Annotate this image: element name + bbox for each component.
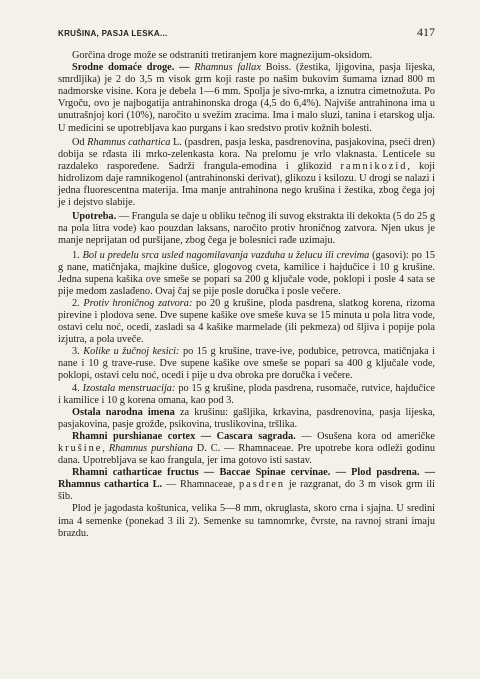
text-run: Protiv hroničnog zatvora: — [83, 297, 193, 309]
text-run: Rhamni purshianae cortex — Cascara sagrada. — [72, 430, 296, 442]
running-head — [58, 25, 435, 45]
text-run: pasdren — [239, 479, 286, 491]
paragraph — [58, 467, 435, 503]
text-run: Upotreba. — [72, 211, 117, 223]
text-run: , — [102, 443, 109, 454]
text-run: 2. — [72, 297, 84, 309]
paragraph — [58, 503, 435, 539]
text-run: Rhamni catharticae fructus — Baccae Spinae cervinae. — Plod pasdrena. — Rhamnus cathartica L. — [58, 467, 435, 491]
text-run: Ostala narodna imena — [72, 406, 175, 418]
text-run: po 15 g krušine, trave-ive, podubice, petrovca, matičnjaka i nane i 10 g trave-ruse. Dve supene kašike ove smeše se popari sa 400 g ključale vode, poklopi, ostavi celu noć, ocedi i pije u dva obroka pre doručka i večere. — [58, 346, 436, 382]
text-run: 1. — [72, 249, 83, 261]
paragraph — [58, 137, 435, 210]
page-body — [58, 50, 435, 540]
paragraph — [58, 50, 435, 62]
text-run: je razgranat, do 3 m visok grm ili šib. — [58, 479, 435, 503]
text-run: Rhamnus purshiana — [108, 443, 193, 454]
text-run: krušine — [58, 443, 103, 454]
text-run: (gasovi): po 15 g nane, matičnjaka, majkine dušice, glogovog cveta, kamilice i hajdučice i 10 g krušine. Jedna supena kašika ove smeše se popari sa 200 g ključale vode, poklopi i posle 4 sata se pije medom zaslađeno. Ovaj čaj se pije posle doručka i posle večere. — [58, 249, 436, 297]
text-run: — Rhamnaceae, — [162, 479, 240, 491]
text-run: Gorčina droge može se odstraniti tretiranjem kore magnezijum-oksidom. — [72, 50, 373, 61]
text-run: Boiss. (žestika, ljigovina, pasja lijeska, smrdljika) je 2 do 3,5 m visok grm koji raste po našim bukovim šumama iznad 800 m nadmorske visine. Kora je debela 1—6 mm. Spolja je sivo-mrka, a iznutra cimetnožuta. Po Vrgoču, ovo je najbogatija antrahinonska droga (4,5 do 6,4%). Najviše antrahinona ima u unutrašnjoj kori (10%), naročito u svežim zracima. Ima i malo sluzi, tanina i etarskog ulja. U medicini se upotrebljava kao purgans i kao sredstvo protiv kožnih bolesti. — [58, 62, 435, 134]
paragraph — [58, 250, 435, 298]
paragraph — [58, 298, 435, 346]
text-run: , koji hidrolizom daje ramnikogenol (antrahinonski derivat), glikozu i ksilozu. U drogi se nalazi i jedna fluorescentna materija. Ima manje antrahinona nego krušina i žestika, zbog čega joj je i dejstvo slabije. — [58, 160, 435, 209]
paragraph — [58, 62, 435, 135]
text-run: Izostala menstruacija: — [82, 382, 176, 394]
text-run: 4. — [72, 382, 83, 394]
text-run: D. C. — Rhamnaceae. Pre upotrebe kora odleži godinu dana. Upotrebljava se kao frangula, jer ima gotovo isti sastav. — [58, 443, 435, 467]
text-run: Rhamnus fallax — [194, 62, 261, 74]
text-run: po 15 g krušine, ploda pasdrena, rusomače, rutvice, hajdučice i kamilice i 10 g korena omana, kao pod 3. — [58, 382, 435, 406]
text-run: Rhamnus cathartica — [87, 136, 171, 148]
text-run: Kolike u žučnoj kesici: — [83, 346, 180, 358]
text-run: Plod je jagodasta koštunica, velika 5—8 mm, okruglasta, skoro crna i sjajna. U sredini ima 4 semenke (ponekad 3 ili 2). Semenke su tamnomrke, čvrste, na ravnoj strani imaju brazdu. — [58, 503, 435, 539]
paragraph — [58, 383, 435, 407]
text-run: — Osušena kora od američke — [295, 430, 435, 442]
text-run: Od — [72, 136, 88, 148]
paragraph — [58, 346, 435, 382]
text-run: Srodne domaće droge. — — [72, 62, 195, 74]
text-run: — Frangula se daje u obliku tečnog ili suvog ekstrakta ili dekokta (5 do 25 g na pola litra vode) kao pouzdan laksans, naročito protiv hroničnog zatvora. Njen ukus je manje neprijatan od puršijane, zbog čega je bolesnici rađe uzimaju. — [58, 211, 435, 247]
text-run: L. (pasdren, pasja leska, pasdrenovina, pasjakovina, pseći dren) dobija se rđasta ili mrko-zelenkasta kora. Na prelomu je vrlo vlaknasta. Lenticele su razdaleko raspoređene. Sadrži frangula-emodina i glikozid — [58, 136, 435, 172]
paragraph — [58, 431, 435, 467]
text-run: za krušinu: gašljika, krkavina, pasdrenovina, pasja lijeska, pasjakovina, pasje grožđe, psikovina, truslikovina, tršlika. — [58, 406, 435, 430]
paragraph — [58, 211, 435, 247]
paragraph — [58, 407, 435, 431]
text-run: po 20 g krušine, ploda pasdrena, slatkog korena, rizoma pirevine i plodova sene. Dve supene kašike ove smeše kuva se 15 minuta u pola litra vode, ostavi celu noć, ocedi, zasladi sa 4 kašike marmelade (ili pekmeza) od šljiva i popije pola izjutra, a pola uveče. — [58, 297, 436, 346]
running-title: KRUŠINA, PASJA LESKA... — [58, 29, 168, 38]
text-run: 3. — [72, 346, 84, 358]
text-run: Bol u predelu srca usled nagomilavanja vazduha u želucu ili crevima — [82, 249, 370, 261]
page-number: 417 — [417, 25, 435, 39]
text-run: ramnikozid — [340, 160, 408, 172]
